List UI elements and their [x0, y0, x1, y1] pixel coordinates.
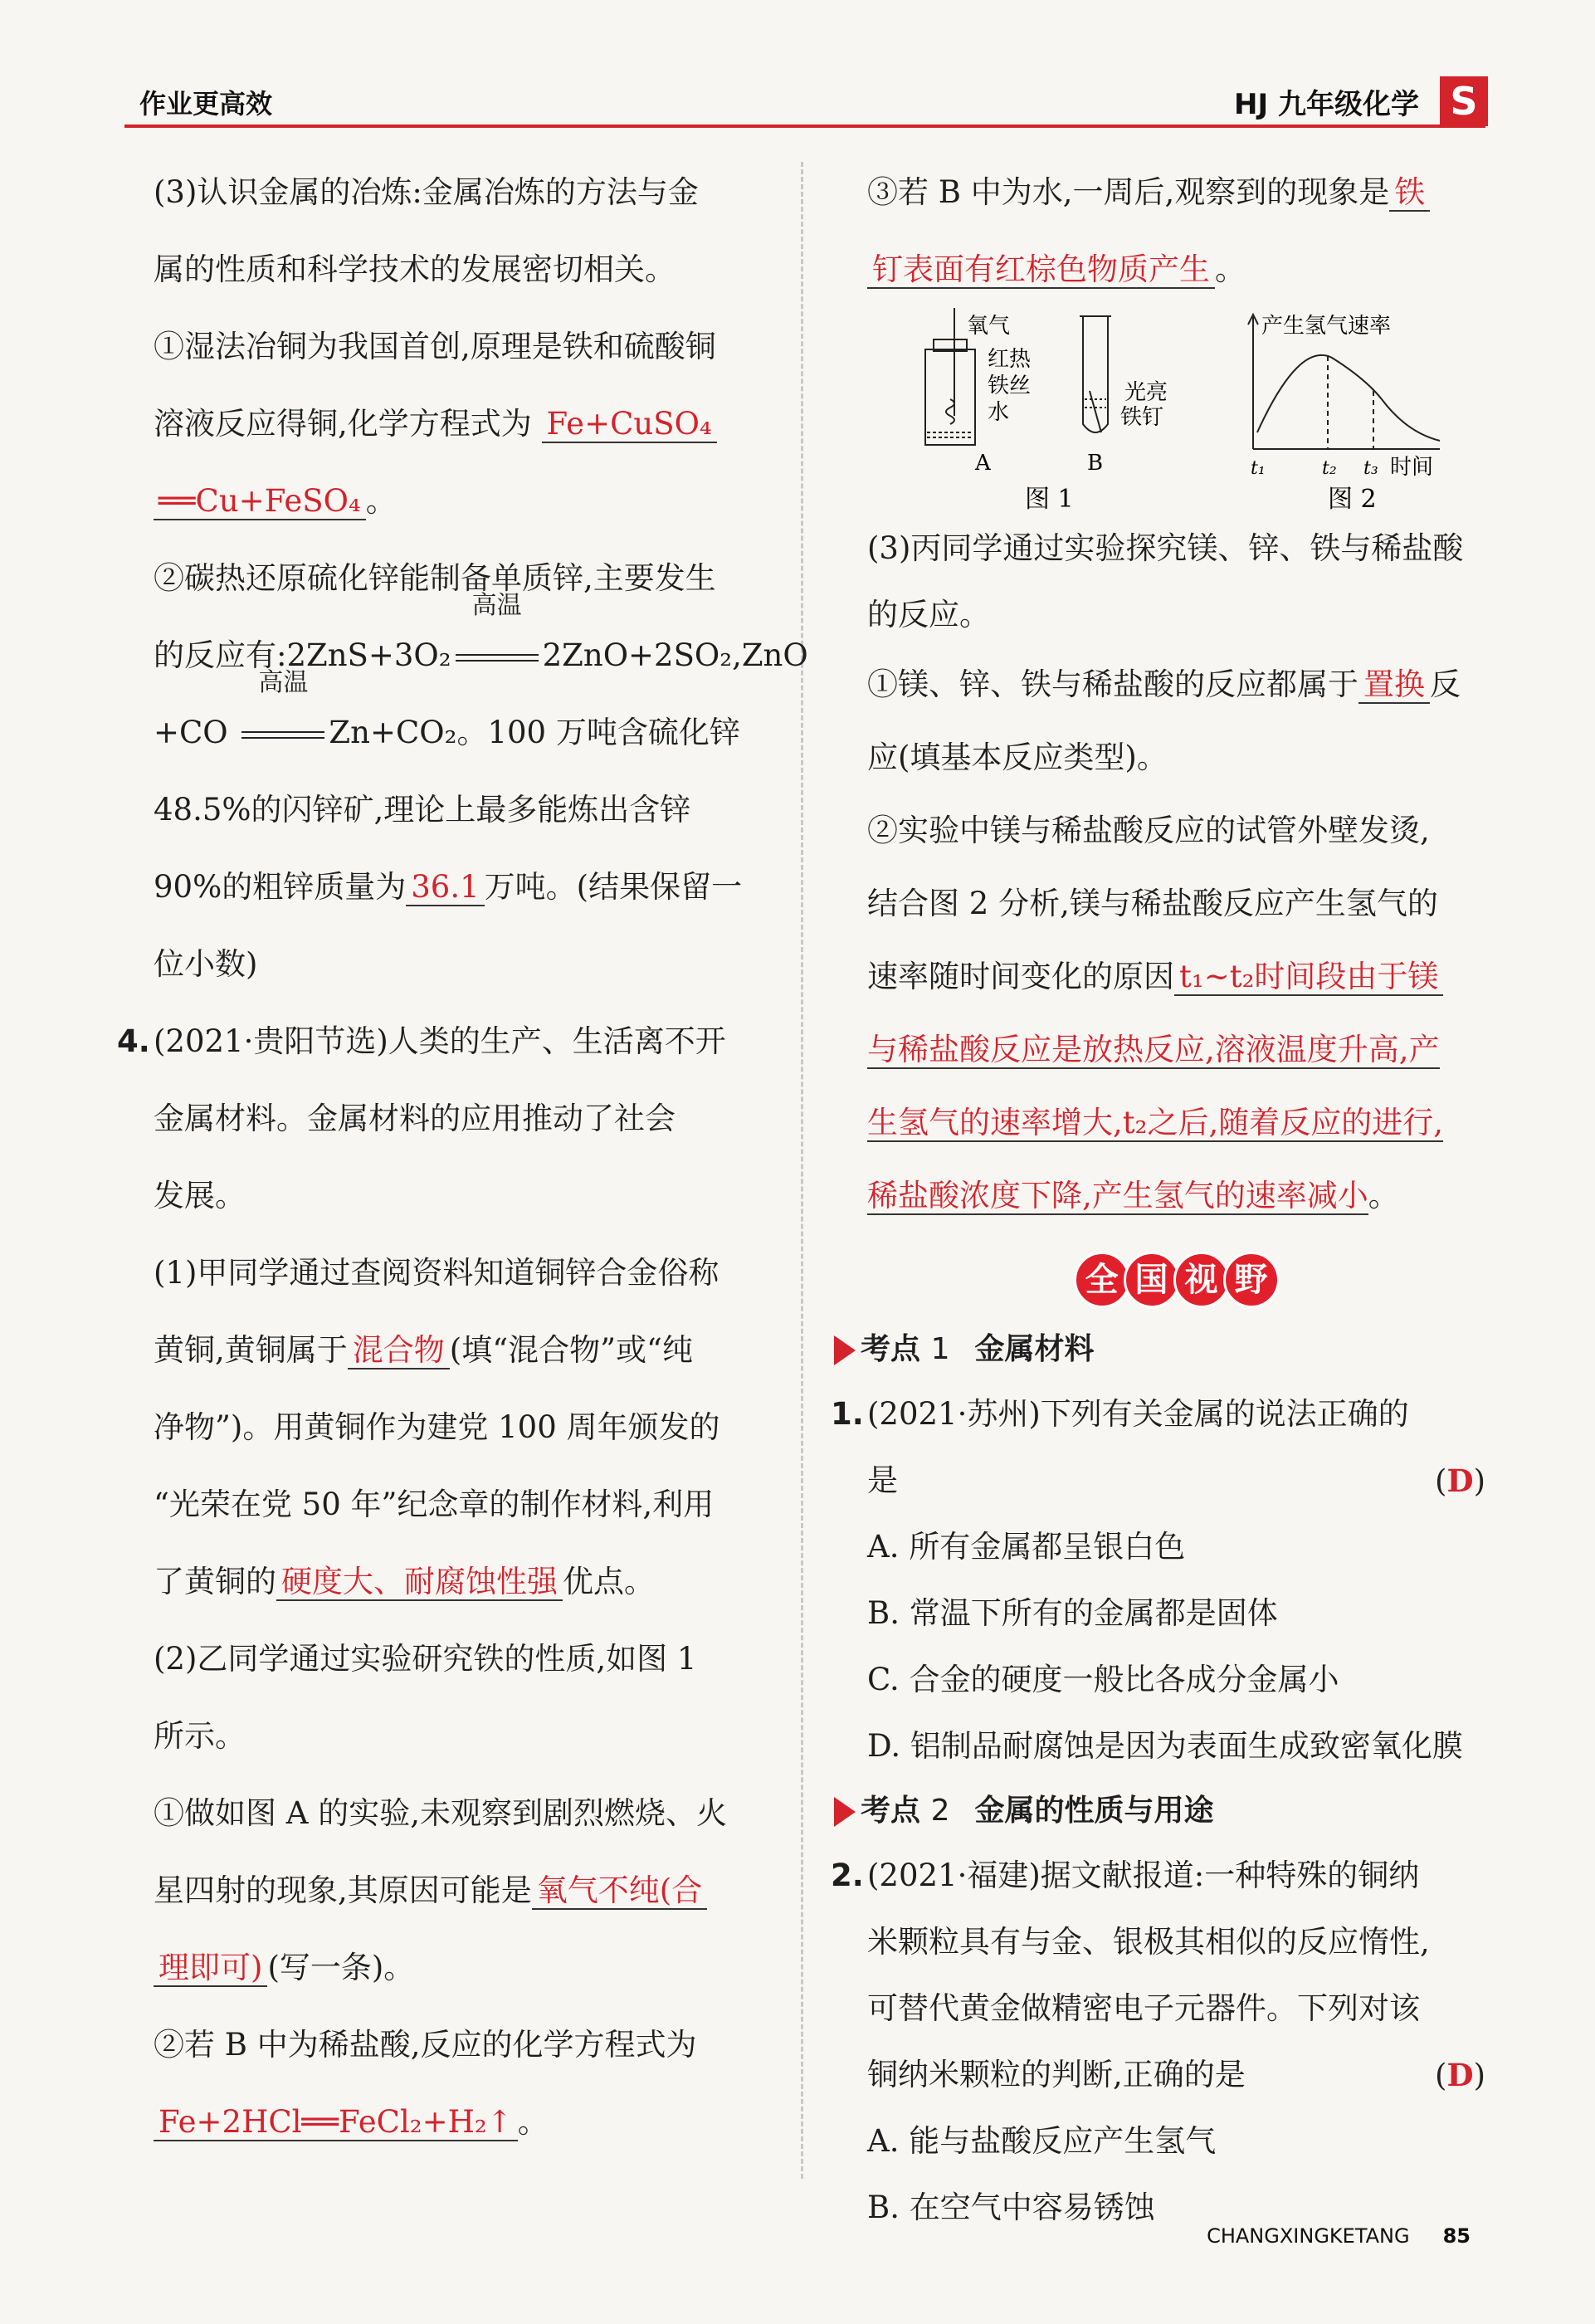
option-d: D. 铝制品耐腐蚀是因为表面生成致密氧化膜: [867, 1728, 1463, 1764]
label-wire: 铁丝: [988, 374, 1032, 398]
reaction-condition: 高温: [451, 617, 543, 694]
answer-blank: 铁: [1389, 174, 1430, 212]
text-line: 净物”)。用黄铜作为建党 100 周年颁发的: [154, 1409, 720, 1445]
equation-line: 的反应有:2ZnS+3O₂ 高温 2ZnO+2SO₂,ZnO: [154, 617, 772, 694]
reaction-condition: 高温: [237, 694, 329, 771]
text-line: ③若 B 中为水,一周后,观察到的现象是 铁: [867, 154, 1485, 231]
text-line: 了黄铜的 硬度大、耐腐蚀性强 优点。: [154, 1564, 655, 1599]
key-point-1-heading: 考点 1 金属材料: [867, 1318, 1485, 1381]
text-line: 48.5%的闪锌矿,理论上最多能炼出含锌: [154, 792, 691, 828]
tick-t3: t₃: [1363, 458, 1378, 479]
text-line: ══Cu+FeSO₄ 。: [154, 462, 772, 540]
text-line: 星四射的现象,其原因可能是 氧气不纯(合: [154, 1852, 772, 1929]
answer-blank: 与稀盐酸反应是放热反应,溶液温度升高,产: [867, 1032, 1440, 1067]
tick-t1: t₁: [1251, 458, 1266, 479]
caption-figure-2: 图 2: [1328, 485, 1377, 514]
option-a: A. 所有金属都呈银白色: [867, 1529, 1186, 1565]
answer-blank: 混合物: [348, 1332, 450, 1370]
answer-blank: t₁~t₂时间段由于镁: [1174, 959, 1443, 996]
text-line: 黄铜,黄铜属于 混合物 (填“混合物”或“纯: [154, 1332, 693, 1368]
option-b: B. 常温下所有的金属都是固体: [867, 1595, 1278, 1631]
figure-1-and-2: [867, 308, 1485, 515]
text-line: ②实验中镁与稀盐酸反应的试管外壁发烫,: [867, 813, 1430, 848]
label-a: A: [975, 451, 991, 476]
text-line: Fe+2HCl══FeCl₂+H₂↑ 。: [154, 2083, 772, 2160]
text-line: 溶液反应得铜,化学方程式为 Fe+CuSO₄: [154, 385, 772, 462]
key-point-2-heading: 考点 2 金属的性质与用途: [867, 1780, 1485, 1843]
text-line: [867, 1086, 1485, 1160]
page-footer: [1207, 2224, 1471, 2248]
badge-char: 野: [1223, 1252, 1280, 1308]
text-line: [867, 1013, 1485, 1086]
text-line: 理即可) (写一条)。: [154, 1929, 772, 2006]
text-line: (3)丙同学通过实验探究镁、锌、铁与稀盐酸: [867, 530, 1464, 566]
text-line: 米颗粒具有与金、银极其相似的反应惰性,: [867, 1924, 1430, 1960]
triangle-icon: [834, 1335, 856, 1365]
right-column: [831, 154, 1485, 2241]
label-shiny: 光亮: [1124, 380, 1168, 405]
header-slogan: 作业更高效: [139, 88, 273, 120]
text-line: 应(填基本反应类型)。: [867, 740, 1168, 775]
publisher-logo-icon: S: [1440, 76, 1488, 126]
answer-equation: Fe+2HCl══FeCl₂+H₂↑: [154, 2104, 518, 2141]
badge-char: 国: [1124, 1252, 1180, 1308]
text-line: 90%的粗锌质量为 36.1 万吨。(结果保留一: [154, 869, 743, 905]
text-line: 速率随时间变化的原因 t₁~t₂时间段由于镁: [867, 940, 1485, 1013]
text-line: 位小数): [154, 946, 258, 982]
section-badge: [867, 1241, 1485, 1318]
question-1-stem: 1. (2021·苏州)下列有关金属的说法正确的: [831, 1396, 1409, 1432]
caption-figure-1: 图 1: [1025, 485, 1074, 514]
tick-t2: t₂: [1322, 458, 1337, 479]
answer-choice: (D): [1435, 2057, 1485, 2093]
option-b: B. 在空气中容易锈蚀: [867, 2190, 1155, 2225]
answer-blank: 稀盐酸浓度下降,产生氢气的速率减小: [867, 1178, 1368, 1213]
answer-blank: 36.1: [406, 869, 484, 906]
text-line: ①做如图 A 的实验,未观察到剧烈燃烧、火: [154, 1795, 728, 1831]
text-line: 属的性质和科学技术的发展密切相关。: [154, 251, 676, 287]
figure-diagram: [867, 308, 1485, 515]
question-4-stem: 4. (2021·贵阳节选)人类的生产、生活离不开: [117, 1023, 726, 1059]
footer-brand: CHANGXINGKETANG: [1207, 2224, 1410, 2248]
axis-label-time: 时间: [1390, 455, 1434, 480]
option-a: A. 能与盐酸反应产生氢气: [867, 2123, 1217, 2159]
answer-equation-part2: ══Cu+FeSO₄: [154, 483, 366, 520]
answer-blank: 钉表面有红棕色物质产生: [867, 251, 1215, 289]
badge-char: 视: [1173, 1252, 1230, 1308]
text-line: 的反应。: [867, 597, 990, 632]
text-line: 钉表面有红棕色物质产生 。: [867, 231, 1485, 308]
answer-equation-part1: Fe+CuSO₄: [542, 406, 717, 443]
text-line: ①镁、锌、铁与稀盐酸的反应都属于 置换 反: [867, 666, 1461, 702]
option-c: C. 合金的硬度一般比各成分金属小: [867, 1662, 1339, 1697]
label-water: 水: [988, 400, 1010, 425]
answer-blank: 置换: [1358, 666, 1430, 704]
badge-char: 全: [1074, 1252, 1130, 1308]
text-line: 是 (D): [867, 1448, 1485, 1514]
label-oxygen: 氧气: [967, 314, 1011, 339]
label-redhot: 红热: [988, 347, 1032, 372]
text-line: 所示。: [154, 1718, 246, 1754]
label-b: B: [1087, 451, 1104, 476]
page-number: 85: [1442, 2224, 1471, 2248]
left-column: [117, 154, 808, 2160]
answer-blank: 生氢气的速率增大,t₂之后,随着反应的进行,: [867, 1105, 1443, 1140]
label-nail: 铁钉: [1120, 405, 1164, 430]
question-2-stem: 2. (2021·福建)据文献报道:一种特殊的铜纳: [831, 1858, 1420, 1893]
text-line: ②若 B 中为稀盐酸,反应的化学方程式为: [154, 2027, 697, 2063]
text-line: (1)甲同学通过查阅资料知道铜锌合金俗称: [154, 1255, 719, 1291]
text-line: 铜纳米颗粒的判断,正确的是 (D): [867, 2042, 1485, 2108]
header-rule: [124, 124, 1485, 128]
text-line: ①湿法冶铜为我国首创,原理是铁和硫酸铜: [154, 329, 716, 364]
answer-blank: 氧气不纯(合: [532, 1872, 707, 1910]
answer-blank: 理即可): [154, 1950, 267, 1987]
text-line: 可替代黄金做精密电子元器件。下列对该: [867, 1990, 1420, 2026]
answer-blank: 硬度大、耐腐蚀性强: [276, 1564, 563, 1601]
equation-line: +CO 高温 Zn+CO₂。100 万吨含硫化锌: [154, 694, 772, 771]
triangle-icon: [834, 1797, 856, 1827]
header-subject: HJ 九年级化学: [1234, 88, 1419, 121]
text-line: 结合图 2 分析,镁与稀盐酸反应产生氢气的: [867, 886, 1438, 921]
column-divider: [801, 162, 803, 2179]
test-tube-apparatus: [1080, 316, 1111, 432]
text-line: “光荣在党 50 年”纪念章的制作材料,利用: [154, 1487, 715, 1522]
text-line: 发展。: [154, 1178, 246, 1213]
answer-choice: (D): [1435, 1462, 1485, 1499]
text-line: (3)认识金属的冶炼:金属冶炼的方法与金: [154, 174, 699, 210]
text-line: ②碳热还原硫化锌能制备单质锌,主要发生: [154, 560, 716, 596]
text-line: 稀盐酸浓度下降,产生氢气的速率减小。: [867, 1178, 1399, 1213]
text-line: (2)乙同学通过实验研究铁的性质,如图 1: [154, 1641, 697, 1677]
axis-label-rate: 产生氢气速率: [1261, 314, 1392, 339]
text-line: 金属材料。金属材料的应用推动了社会: [154, 1101, 676, 1136]
